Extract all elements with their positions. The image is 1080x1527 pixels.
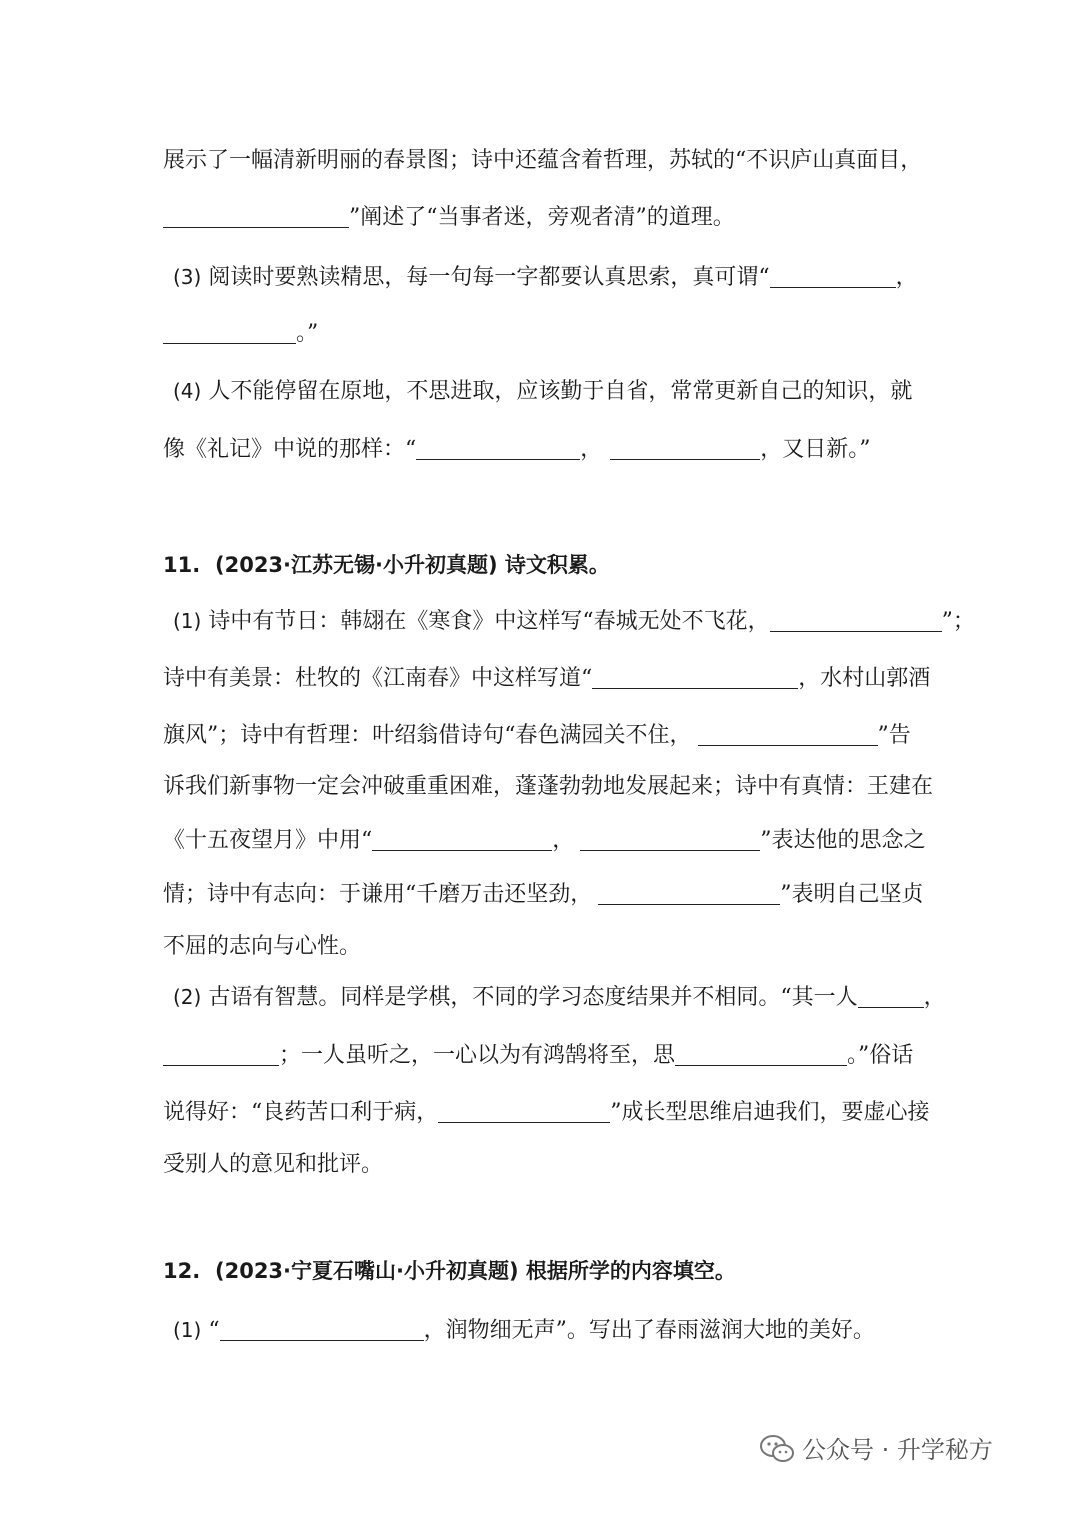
question-number: 12.	[163, 1259, 201, 1283]
line-text: ”告	[877, 723, 911, 748]
question-title: (2023·宁夏石嘴山·小升初真题) 根据所学的内容填空。	[215, 1259, 736, 1283]
line-text: 诗中有节日：韩翃在《寒食》中这样写“春城无处不飞花，	[208, 609, 770, 634]
sub-question-3	[173, 262, 918, 293]
answer-blank[interactable]	[416, 437, 580, 460]
sub-number: (1)	[173, 609, 202, 633]
question-11-heading	[163, 550, 610, 581]
text-line	[163, 1150, 383, 1180]
answer-blank[interactable]	[372, 828, 552, 851]
line-text: ，	[552, 828, 575, 853]
question-12-heading	[163, 1256, 736, 1287]
line-text: ；一人虽听之，一心以为有鸿鹄将至，思	[279, 1043, 676, 1068]
answer-blank[interactable]	[163, 205, 349, 228]
text-line	[163, 721, 911, 751]
question-title: (2023·江苏无锡·小升初真题) 诗文积累。	[215, 553, 610, 577]
sub-number: (1)	[173, 1318, 202, 1342]
text-line	[163, 664, 930, 694]
line-text: 受别人的意见和批评。	[163, 1152, 384, 1177]
answer-blank[interactable]	[770, 265, 896, 288]
text-line	[163, 435, 871, 465]
line-text: ，	[580, 437, 603, 462]
footer-text: 公众号 · 升学秘方	[802, 1436, 993, 1464]
line-text: ”阐述了“当事者迷，旁观者清”的道理。	[349, 205, 735, 230]
watermark-footer	[760, 1430, 993, 1470]
answer-blank[interactable]	[592, 666, 798, 689]
sub-number: (4)	[173, 379, 202, 403]
answer-blank[interactable]	[675, 1043, 847, 1066]
answer-blank[interactable]	[438, 1100, 610, 1123]
line-text: 像《礼记》中说的那样：“	[163, 437, 417, 462]
sub-question-1	[173, 1315, 875, 1346]
text-line	[163, 772, 933, 802]
line-text: 诗中有美景：杜牧的《江南春》中这样写道“	[163, 666, 593, 691]
answer-blank[interactable]	[610, 437, 760, 460]
sub-question-1	[173, 606, 975, 637]
line-text: 。”俗话	[847, 1043, 914, 1068]
line-text: 展示了一幅清新明丽的春景图；诗中还蕴含着哲理，苏轼的“不识庐山真面目，	[163, 148, 923, 173]
answer-blank[interactable]	[698, 723, 878, 746]
sub-question-2	[173, 982, 946, 1013]
line-text: ”；	[941, 609, 975, 634]
answer-blank[interactable]	[858, 985, 924, 1008]
line-text: 。”	[296, 321, 319, 346]
line-text: ，又日新。”	[760, 437, 871, 462]
line-text: 人不能停留在原地，不思进取，应该勤于自省，常常更新自己的知识，就	[208, 379, 913, 404]
line-text: 不屈的志向与心性。	[163, 934, 362, 959]
line-text: 情；诗中有志向：于谦用“千磨万击还坚劲，	[163, 882, 593, 907]
answer-blank[interactable]	[598, 882, 780, 905]
text-line	[163, 203, 735, 233]
line-text: 阅读时要熟读精思，每一句每一字都要认真思索，真可谓“	[208, 265, 770, 290]
line-text: 古语有智慧。同样是学棋，不同的学习态度结果并不相同。“其一人	[208, 985, 858, 1010]
line-text: “	[208, 1318, 220, 1343]
text-line	[163, 319, 318, 349]
wechat-icon	[760, 1434, 794, 1470]
sub-number: (3)	[173, 265, 202, 289]
line-text: ，水村山郭酒	[798, 666, 931, 691]
line-text: ，润物细无声”。写出了春雨滋润大地的美好。	[423, 1318, 875, 1343]
answer-blank[interactable]	[770, 609, 942, 632]
sub-question-4	[173, 376, 912, 407]
sub-number: (2)	[173, 985, 202, 1009]
text-line	[163, 1041, 913, 1071]
answer-blank[interactable]	[220, 1318, 424, 1341]
line-text: 《十五夜望月》中用“	[163, 828, 373, 853]
text-line	[163, 932, 361, 962]
line-text: ”表达他的思念之	[760, 828, 926, 853]
answer-blank[interactable]	[163, 1043, 279, 1066]
line-text: 诉我们新事物一定会冲破重重困难，蓬蓬勃勃地发展起来；诗中有真情：王建在	[163, 774, 934, 799]
question-number: 11.	[163, 553, 201, 577]
line-text: 说得好：“良药苦口利于病，	[163, 1100, 439, 1125]
line-text: 旗风”；诗中有哲理：叶绍翁借诗句“春色满园关不住，	[163, 723, 692, 748]
line-text: ，	[923, 985, 946, 1010]
answer-blank[interactable]	[163, 321, 296, 344]
text-line	[163, 880, 924, 910]
line-text: ”成长型思维启迪我们，要虚心接	[610, 1100, 930, 1125]
line-text: ”表明自己坚贞	[780, 882, 924, 907]
line-text: ，	[895, 265, 918, 290]
text-line	[163, 146, 922, 176]
text-line	[163, 826, 926, 856]
answer-blank[interactable]	[580, 828, 760, 851]
text-line	[163, 1098, 930, 1128]
